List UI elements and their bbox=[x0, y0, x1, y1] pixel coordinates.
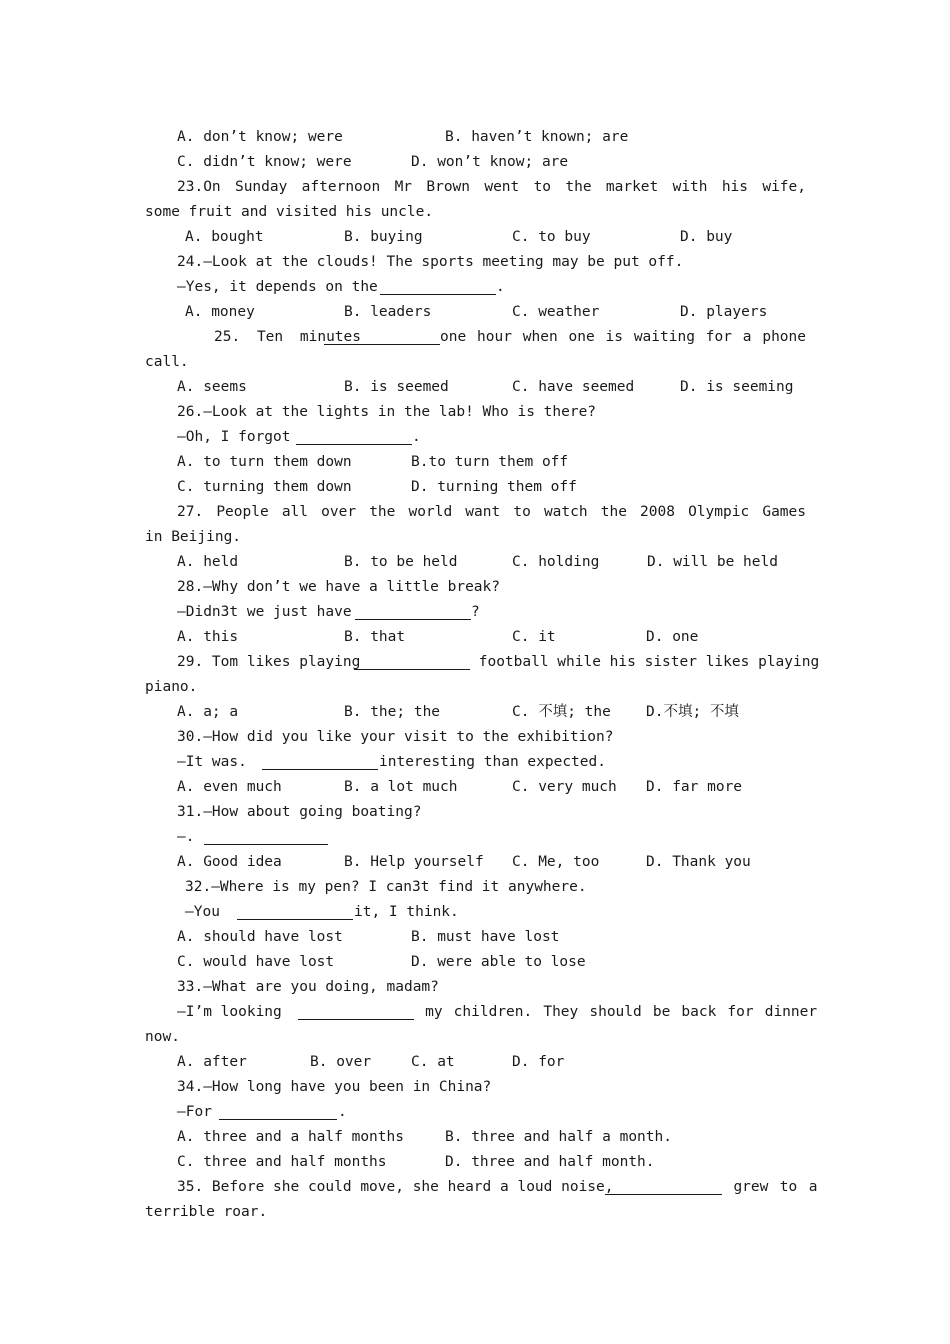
text-segment: C. Me, too bbox=[512, 854, 600, 870]
text-segment: —It was. bbox=[177, 754, 256, 770]
answer-blank[interactable] bbox=[354, 653, 470, 670]
text-segment: C. 不填; the bbox=[512, 704, 611, 720]
text-segment: C. three and half months bbox=[177, 1154, 387, 1170]
text-segment: —Yes, it depends on the bbox=[177, 279, 378, 295]
text-segment: A. held bbox=[177, 554, 239, 570]
text-segment: A. money bbox=[185, 304, 255, 320]
text-segment: A. even much bbox=[177, 779, 282, 795]
text-segment: C. would have lost bbox=[177, 954, 335, 970]
text-segment: 35. Before she could move, she heard a loud noise, bbox=[177, 1179, 623, 1195]
text-segment: D. is seeming bbox=[680, 379, 794, 395]
text-segment: in Beijing. bbox=[145, 529, 242, 545]
text-segment: terrible roar. bbox=[145, 1204, 268, 1220]
text-segment: B. must have lost bbox=[411, 929, 560, 945]
text-segment: —. bbox=[177, 829, 195, 845]
text-segment: A. seems bbox=[177, 379, 247, 395]
text-segment: grew to a bbox=[722, 1179, 818, 1195]
text-segment: A. this bbox=[177, 629, 239, 645]
text-segment: B. three and half a month. bbox=[445, 1129, 672, 1145]
text-segment: . bbox=[338, 1104, 347, 1120]
text-segment: D. buy bbox=[680, 229, 733, 245]
text-segment: call. bbox=[145, 354, 189, 370]
text-segment: 23.On Sunday afternoon Mr Brown went to the market with his wife, bbox=[177, 179, 806, 195]
answer-blank[interactable] bbox=[355, 603, 471, 620]
text-segment: A. after bbox=[177, 1054, 247, 1070]
text-segment: B. the; the bbox=[344, 704, 441, 720]
text-segment: it, I think. bbox=[354, 904, 459, 920]
text-segment: —I’m looking bbox=[177, 1004, 282, 1020]
text-segment: A. three and a half months bbox=[177, 1129, 404, 1145]
text-segment: A. don’t know; were bbox=[177, 129, 343, 145]
text-segment: D. far more bbox=[646, 779, 743, 795]
answer-blank[interactable] bbox=[324, 328, 440, 345]
text-segment: B. buying bbox=[344, 229, 423, 245]
text-segment: —You bbox=[185, 904, 229, 920]
text-segment: football while his sister likes playing bbox=[470, 654, 820, 670]
text-segment: —Didn3t we just have bbox=[177, 604, 352, 620]
text-segment: B. is seemed bbox=[344, 379, 449, 395]
answer-blank[interactable] bbox=[296, 428, 412, 445]
text-segment: . bbox=[412, 429, 421, 445]
text-segment: D. won’t know; are bbox=[411, 154, 569, 170]
text-segment: A. to turn them down bbox=[177, 454, 352, 470]
text-segment: C. have seemed bbox=[512, 379, 635, 395]
text-segment: 25. Ten minutes bbox=[214, 329, 378, 345]
answer-blank[interactable] bbox=[298, 1003, 414, 1020]
text-segment: D. three and half month. bbox=[445, 1154, 655, 1170]
text-segment: some fruit and visited his uncle. bbox=[145, 204, 434, 220]
text-segment: A. a; a bbox=[177, 704, 239, 720]
text-segment: A. should have lost bbox=[177, 929, 343, 945]
text-segment: B. Help yourself bbox=[344, 854, 484, 870]
text-segment: C. weather bbox=[512, 304, 600, 320]
text-segment: ? bbox=[471, 604, 480, 620]
text-segment: 24.—Look at the clouds! The sports meeting may be put off. bbox=[177, 254, 684, 270]
text-segment: B. a lot much bbox=[344, 779, 458, 795]
text-segment: C. didn’t know; were bbox=[177, 154, 352, 170]
text-segment: C. to buy bbox=[512, 229, 591, 245]
text-segment: B. leaders bbox=[344, 304, 432, 320]
answer-blank[interactable] bbox=[380, 278, 496, 295]
text-segment: D.不填; 不填 bbox=[646, 704, 739, 720]
text-segment: 29. Tom likes playing bbox=[177, 654, 361, 670]
text-segment: C. very much bbox=[512, 779, 617, 795]
text-segment: B. over bbox=[310, 1054, 372, 1070]
text-segment: 28.—Why don’t we have a little break? bbox=[177, 579, 501, 595]
text-segment: D. for bbox=[512, 1054, 565, 1070]
text-segment: B. that bbox=[344, 629, 406, 645]
text-segment: 33.—What are you doing, madam? bbox=[177, 979, 439, 995]
answer-blank[interactable] bbox=[237, 903, 353, 920]
text-segment: one hour when one is waiting for a phone bbox=[440, 329, 806, 345]
text-segment: D. one bbox=[646, 629, 699, 645]
text-segment: 26.—Look at the lights in the lab! Who is there? bbox=[177, 404, 597, 420]
text-segment: 34.—How long have you been in China? bbox=[177, 1079, 492, 1095]
answer-blank[interactable] bbox=[204, 828, 328, 845]
text-segment: —Oh, I forgot bbox=[177, 429, 291, 445]
text-segment: D. Thank you bbox=[646, 854, 751, 870]
text-segment: 30.—How did you like your visit to the exhibition? bbox=[177, 729, 614, 745]
text-segment: C. turning them down bbox=[177, 479, 352, 495]
text-segment: 27. People all over the world want to watch the 2008 Olympic Games bbox=[177, 504, 806, 520]
text-segment: B. to be held bbox=[344, 554, 458, 570]
text-segment: 32.—Where is my pen? I can3t find it anywhere. bbox=[185, 879, 587, 895]
text-segment: B.to turn them off bbox=[411, 454, 569, 470]
answer-blank[interactable] bbox=[219, 1103, 337, 1120]
text-segment: A. bought bbox=[185, 229, 264, 245]
text-segment: piano. bbox=[145, 679, 198, 695]
text-segment: C. it bbox=[512, 629, 556, 645]
text-segment: B. haven’t known; are bbox=[445, 129, 629, 145]
text-segment: D. were able to lose bbox=[411, 954, 586, 970]
text-segment: D. players bbox=[680, 304, 768, 320]
text-segment: C. at bbox=[411, 1054, 455, 1070]
text-segment: C. holding bbox=[512, 554, 600, 570]
text-segment: A. Good idea bbox=[177, 854, 282, 870]
text-segment: D. turning them off bbox=[411, 479, 577, 495]
text-segment: . bbox=[496, 279, 505, 295]
answer-blank[interactable] bbox=[262, 753, 378, 770]
text-segment: D. will be held bbox=[647, 554, 778, 570]
answer-blank[interactable] bbox=[605, 1178, 722, 1195]
text-segment: 31.—How about going boating? bbox=[177, 804, 422, 820]
text-segment: interesting than expected. bbox=[379, 754, 606, 770]
text-segment: —For bbox=[177, 1104, 212, 1120]
text-segment: now. bbox=[145, 1029, 180, 1045]
text-segment: my children. They should be back for dinner bbox=[414, 1004, 818, 1020]
